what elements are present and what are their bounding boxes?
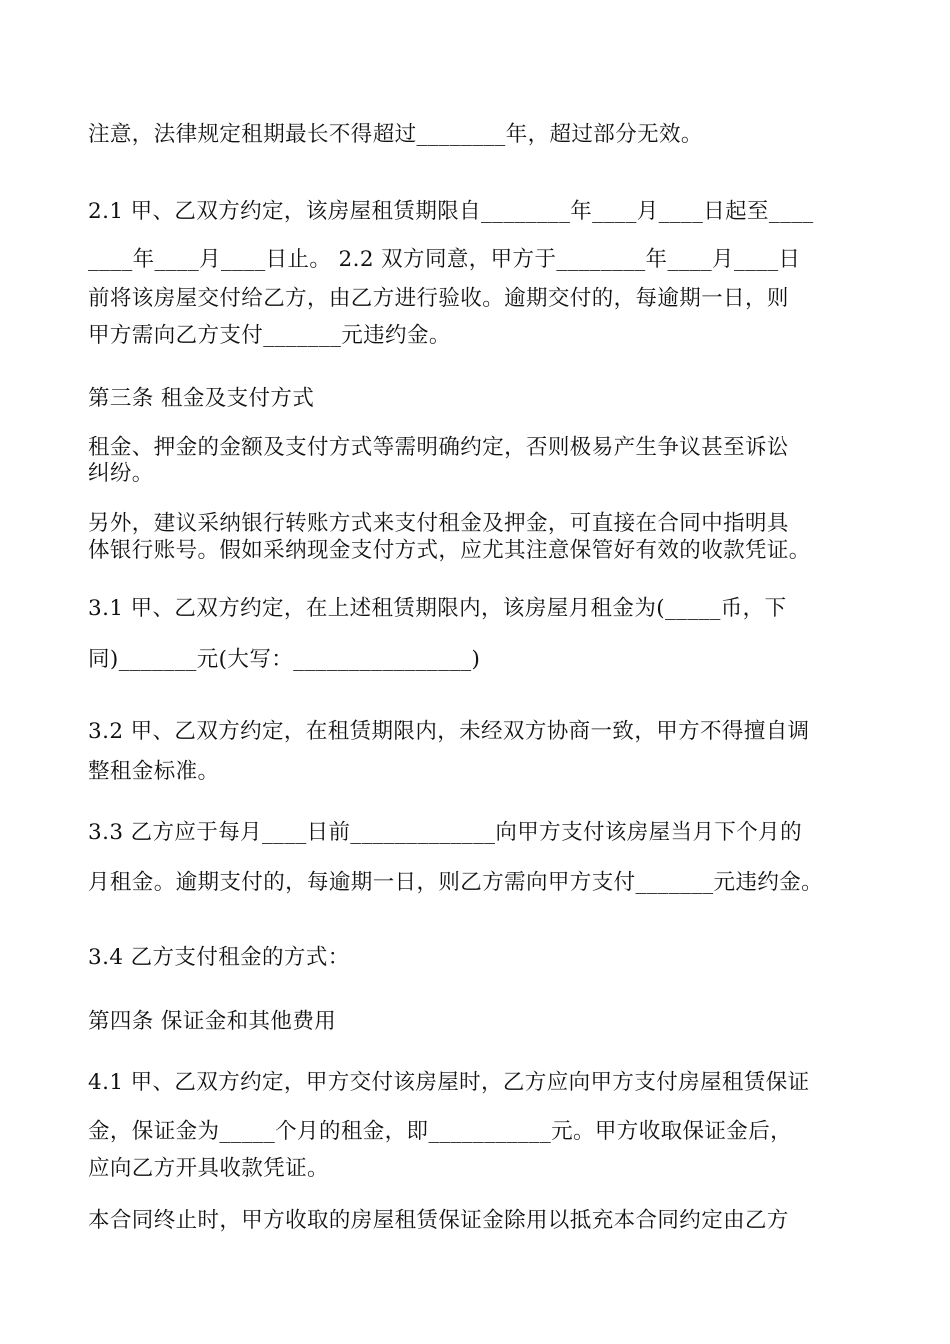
paragraph-line: 租金、押金的金额及支付方式等需明确约定，否则极易产生争议甚至诉讼 bbox=[88, 435, 789, 460]
paragraph-line: 3.1 甲、乙双方约定，在上述租赁期限内，该房屋月租金为(_____币，下 bbox=[88, 596, 787, 621]
paragraph-line: 甲方需向乙方支付_______元违约金。 bbox=[88, 323, 451, 348]
paragraph-line: 同)_______元(大写：________________) bbox=[88, 647, 481, 672]
paragraph-line: 体银行账号。假如采纳现金支付方式，应尤其注意保管好有效的收款凭证。 bbox=[88, 538, 811, 563]
paragraph-line: 月租金。逾期支付的，每逾期一日，则乙方需向甲方支付_______元违约金。 bbox=[88, 870, 824, 895]
paragraph-line: 2.1 甲、乙双方约定，该房屋租赁期限自________年____月____日起至____ bbox=[88, 199, 814, 224]
paragraph-line: 整租金标准。 bbox=[88, 759, 220, 784]
paragraph-line: 3.3 乙方应于每月____日前_____________向甲方支付该房屋当月下个月的 bbox=[88, 820, 802, 845]
paragraph-line: 另外，建议采纳银行转账方式来支付租金及押金，可直接在合同中指明具 bbox=[88, 511, 789, 536]
paragraph-line: 金，保证金为_____个月的租金，即___________元。甲方收取保证金后， bbox=[88, 1119, 793, 1144]
paragraph-line: 前将该房屋交付给乙方，由乙方进行验收。逾期交付的，每逾期一日，则 bbox=[88, 286, 789, 311]
paragraph-line: 3.2 甲、乙双方约定，在租赁期限内，未经双方协商一致，甲方不得擅自调 bbox=[88, 719, 810, 744]
paragraph-line: 注意，法律规定租期最长不得超过________年，超过部分无效。 bbox=[88, 122, 703, 147]
paragraph-line: 应向乙方开具收款凭证。 bbox=[88, 1156, 329, 1181]
paragraph-line: 3.4 乙方支付租金的方式： bbox=[88, 945, 350, 970]
paragraph-line: ____年____月____日止。 2.2 双方同意，甲方于________年____月____日 bbox=[88, 247, 801, 272]
paragraph-line: 4.1 甲、乙双方约定，甲方交付该房屋时，乙方应向甲方支付房屋租赁保证 bbox=[88, 1070, 810, 1095]
section-heading: 第三条 租金及支付方式 bbox=[88, 386, 315, 411]
paragraph-line: 纠纷。 bbox=[88, 461, 154, 486]
section-heading: 第四条 保证金和其他费用 bbox=[88, 1009, 337, 1034]
paragraph-line: 本合同终止时，甲方收取的房屋租赁保证金除用以抵充本合同约定由乙方 bbox=[88, 1208, 789, 1233]
